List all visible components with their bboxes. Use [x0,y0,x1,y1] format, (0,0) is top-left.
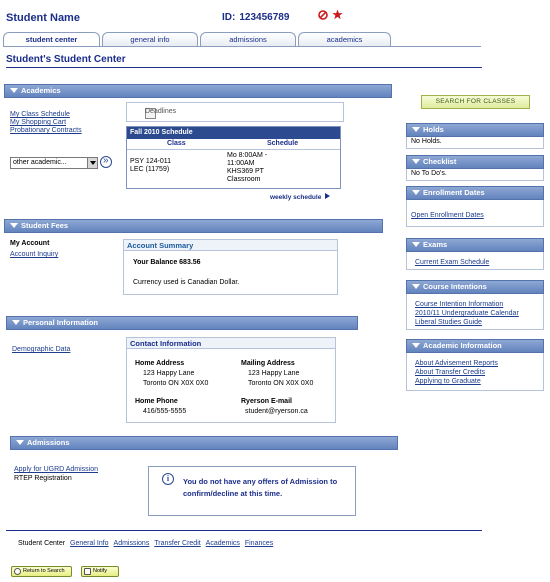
schedule-header-row [127,139,340,150]
transfer-credits-link[interactable]: About Transfer Credits [415,369,486,376]
my-account-label: My Account [10,240,50,247]
checklist-body [406,169,544,181]
footer-nav [18,540,273,547]
footer-link-academics[interactable]: Academics [205,540,240,547]
home-phone: 416/555-5555 [143,408,187,415]
mail-icon [84,568,91,575]
schedule-line: Classroom [227,176,261,183]
account-summary-box [123,239,338,295]
triangle-down-icon [412,159,420,164]
class-cell [130,158,171,174]
triangle-down-icon [12,320,20,325]
admissions-header[interactable] [10,436,398,450]
fees-header[interactable] [4,219,383,233]
other-academic-select[interactable] [10,157,98,169]
footer-link-transfer-credit[interactable]: Transfer Credit [154,540,201,547]
advisement-reports-link[interactable]: About Advisement Reports [415,360,498,367]
holds-header[interactable] [406,123,544,137]
demographic-data-link[interactable]: Demographic Data [12,346,71,353]
return-to-search-label: Return to Search [23,568,65,574]
holds-text: No Holds. [411,138,442,145]
search-for-classes-button[interactable]: SEARCH FOR CLASSES [421,95,530,109]
home-phone-label: Home Phone [135,398,178,405]
link-my-shopping-cart[interactable]: My Shopping Cart [10,119,67,126]
currency-text: Currency used is Canadian Dollar. [133,279,240,286]
footer-link-finances[interactable]: Finances [244,540,274,547]
tab-admissions[interactable]: admissions [200,32,296,47]
schedule-title: Fall 2010 Schedule [127,127,340,139]
tab-divider [3,46,481,47]
home-address [143,369,208,389]
academic-information-body [406,353,544,391]
weekly-schedule-label: weekly schedule [270,194,322,201]
course-intentions-title: Course Intentions [423,282,487,291]
tab-bar [3,32,391,47]
search-icon [14,568,21,575]
notify-label: Notify [93,568,108,574]
triangle-down-icon [10,223,18,228]
page-title: Student's Student Center [6,54,126,65]
admissions-title: Admissions [27,438,70,447]
liberal-studies-guide-link[interactable]: Liberal Studies Guide [415,319,482,326]
balance-text: Your Balance 683.56 [133,259,201,266]
account-inquiry-link[interactable]: Account Inquiry [10,251,59,258]
home-address-label: Home Address [135,360,185,367]
enrollment-body [406,200,544,227]
student-id [222,12,289,23]
exams-body [406,252,544,270]
mailing-address-label: Mailing Address [241,360,295,367]
info-icon: i [162,473,174,485]
academic-information-links [415,359,498,386]
go-button[interactable] [100,156,112,168]
exams-header[interactable] [406,238,544,252]
address-line: 123 Happy Lane [248,370,300,377]
arrow-right-icon [325,193,330,199]
exams-title: Exams [423,240,448,249]
schedule-line: Mo 8:00AM - [227,152,268,159]
notify-button[interactable] [81,566,119,577]
triangle-down-icon [412,190,420,195]
class-code: PSY 124-011 [130,158,171,165]
tab-student-center[interactable]: student center [3,32,100,47]
fees-title: Student Fees [21,221,69,230]
schedule-line: 11:00AM [227,160,255,167]
col-schedule-header: Schedule [267,140,299,147]
footer-divider [6,530,482,531]
triangle-down-icon [16,440,24,445]
holds-title: Holds [423,125,444,134]
class-section: LEC (11759) [130,166,170,173]
contact-info-box [126,337,336,423]
no-entry-icon[interactable] [318,10,328,20]
chevron-down-icon [87,158,97,168]
contact-title: Contact Information [127,338,335,349]
personal-title: Personal Information [23,318,99,327]
weekly-schedule-link[interactable] [270,193,330,201]
triangle-down-icon [412,127,420,132]
admissions-message: You do not have any offers of Admission to confirm/decline at this time. [183,477,338,498]
academics-title: Academics [21,86,61,95]
mailing-address [248,369,313,389]
holds-body [406,137,544,149]
schedule-table [126,126,341,189]
academic-information-title: Academic Information [423,341,502,350]
undergraduate-calendar-link[interactable]: 2010/11 Undergraduate Calendar [415,310,519,317]
email-label: Ryerson E-mail [241,398,292,405]
schedule-line: KHS369 PT [227,168,264,175]
deadlines-label: Deadlines [145,108,177,115]
open-enrollment-dates-link[interactable]: Open Enrollment Dates [411,212,484,219]
course-intentions-body [406,294,544,330]
course-intentions-links [415,300,519,327]
enrollment-dates-header[interactable] [406,186,544,200]
email-value: student@ryerson.ca [245,408,308,415]
footer-link-general-info[interactable]: General Info [70,540,109,547]
checklist-text: No To Do's. [411,170,447,177]
triangle-down-icon [10,88,18,93]
course-intentions-header[interactable] [406,280,544,294]
triangle-down-icon [412,242,420,247]
address-line: Toronto ON X0X 0X0 [143,380,209,387]
applying-to-graduate-link[interactable]: Applying to Graduate [415,378,481,385]
academic-information-header[interactable] [406,339,544,353]
col-class-header: Class [167,140,186,147]
student-name: Student Name [6,12,80,24]
triangle-down-icon [412,284,420,289]
table-row [127,150,340,188]
triangle-down-icon [412,343,420,348]
star-icon[interactable] [332,9,343,20]
link-my-class-schedule[interactable]: My Class Schedule [10,111,70,118]
tab-academics[interactable]: academics [298,32,391,47]
id-label: ID: [222,12,236,23]
current-exam-schedule-link[interactable]: Current Exam Schedule [415,259,490,266]
academics-header[interactable] [4,84,392,98]
personal-header[interactable] [6,316,358,330]
title-divider [6,67,482,68]
enrollment-dates-title: Enrollment Dates [423,188,485,197]
deadlines-box[interactable] [126,102,344,122]
address-line: Toronto ON X0X 0X0 [248,380,314,387]
return-to-search-button[interactable] [11,566,72,577]
id-value: 123456789 [239,12,290,23]
schedule-cell [227,152,267,184]
footer-current: Student Center [18,540,66,547]
checklist-title: Checklist [423,157,457,166]
admissions-message-box [148,466,356,516]
select-value: other academic... [13,159,67,166]
apply-ugrd-admission-link[interactable]: Apply for UGRD Admission [14,466,99,473]
footer-link-admissions[interactable]: Admissions [113,540,150,547]
link-probationary-contracts[interactable]: Probationary Contracts [10,127,82,134]
address-line: 123 Happy Lane [143,370,195,377]
account-summary-title: Account Summary [124,240,337,251]
course-intention-information-link[interactable]: Course Intention Information [415,301,504,308]
rtep-registration-text: RTEP Registration [14,475,72,482]
checklist-header[interactable] [406,155,544,169]
tab-general-info[interactable]: general info [102,32,198,47]
